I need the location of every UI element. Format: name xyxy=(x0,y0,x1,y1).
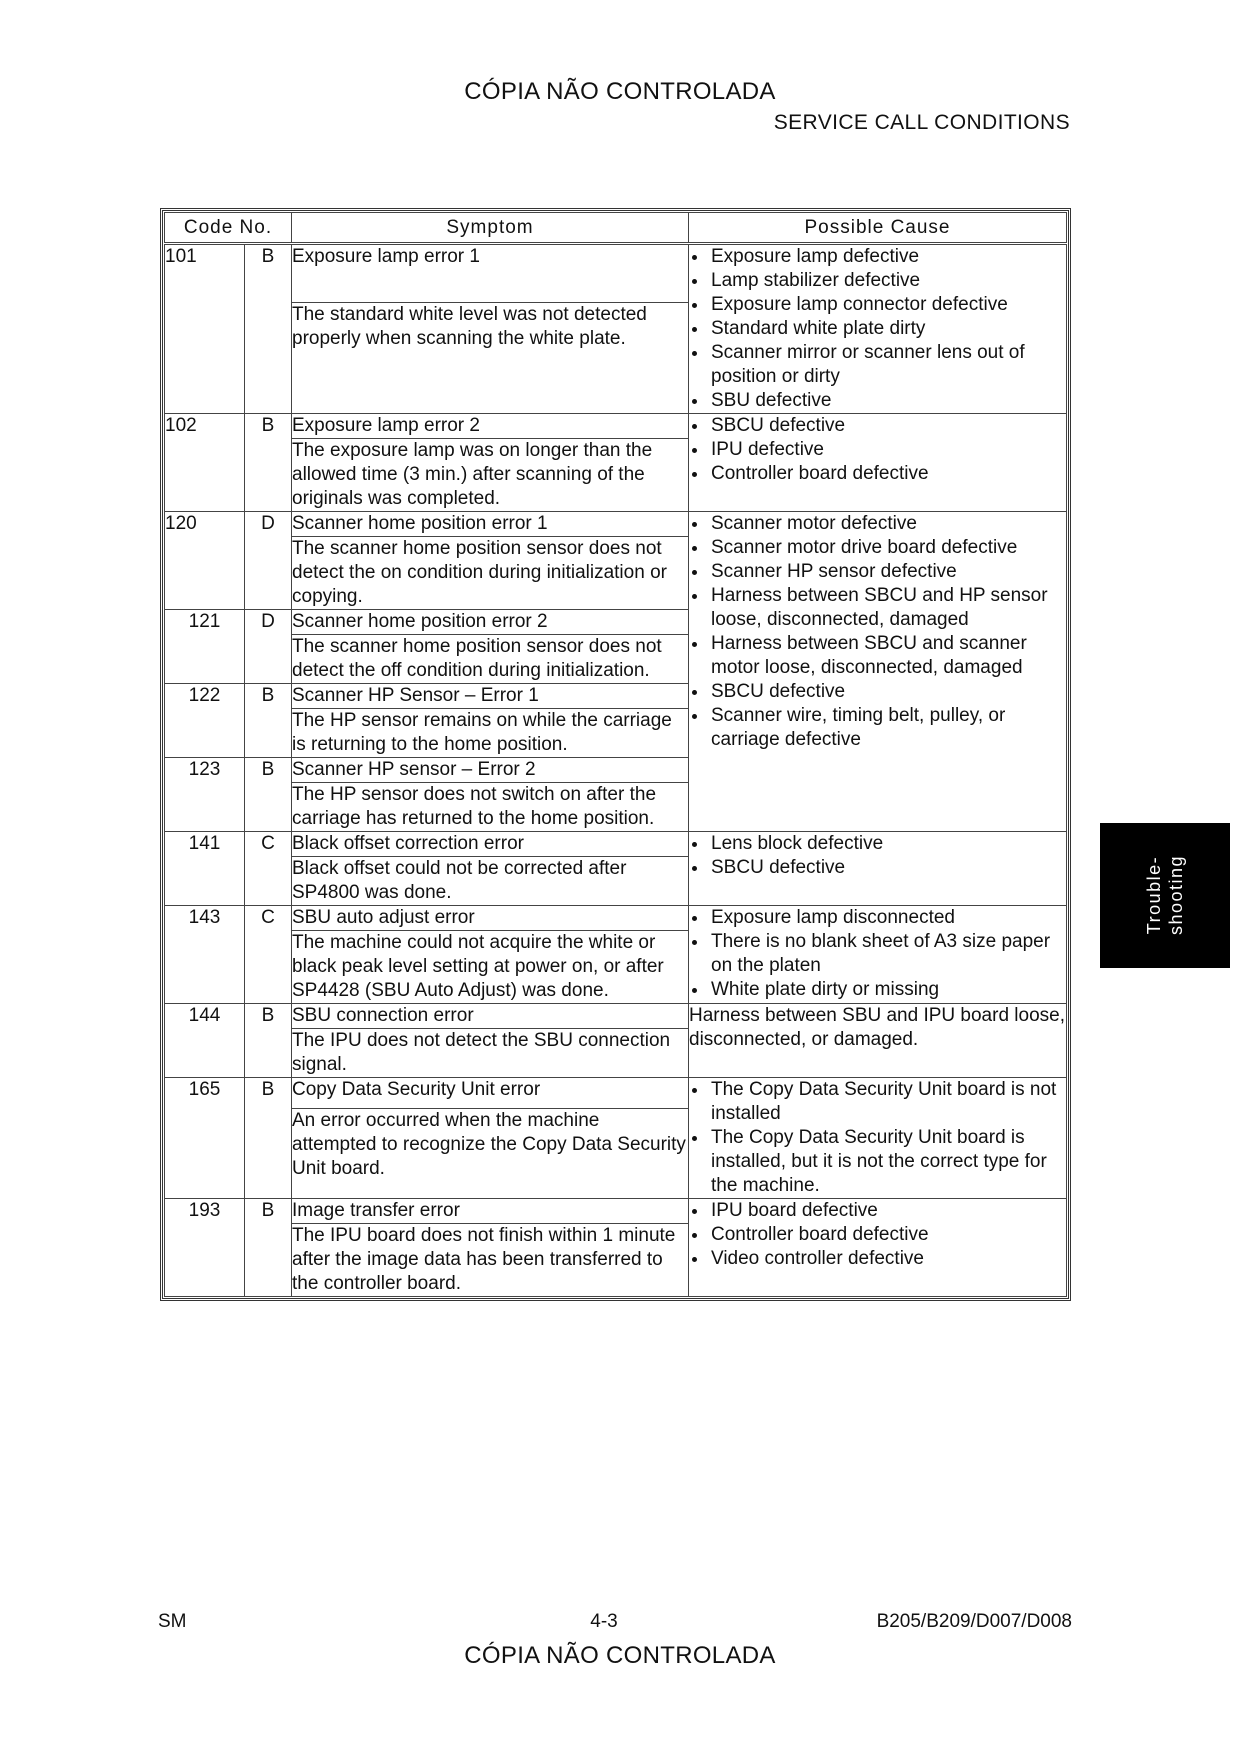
table-row xyxy=(165,244,1067,303)
cause-cell xyxy=(689,906,1067,1004)
footer-page-number: 4-3 xyxy=(590,1611,618,1632)
cause-item: There is no blank sheet of A3 size paper on the platen xyxy=(689,930,1066,978)
code-cell: 123 xyxy=(165,758,245,832)
symptom-title: Image transfer error xyxy=(292,1199,689,1224)
cause-item: Exposure lamp defective xyxy=(689,245,1066,269)
cause-item: Harness between SBCU and HP sensor loose, disconnected, damaged xyxy=(689,584,1066,632)
cause-item: SBU defective xyxy=(689,389,1066,413)
symptom-description: The HP sensor remains on while the carriage is returning to the home position. xyxy=(292,709,689,758)
code-cell: 102 xyxy=(165,414,245,512)
footer-manual-code: SM xyxy=(158,1611,187,1632)
level-cell: D xyxy=(245,610,292,684)
cause-item: SBCU defective xyxy=(689,680,1066,704)
cause-item: Exposure lamp disconnected xyxy=(689,906,1066,930)
code-cell: 193 xyxy=(165,1199,245,1297)
symptom-title: Scanner HP Sensor – Error 1 xyxy=(292,684,689,709)
cause-item: Scanner motor defective xyxy=(689,512,1066,536)
header-symptom: Symptom xyxy=(292,213,689,244)
code-cell: 165 xyxy=(165,1078,245,1199)
table-row xyxy=(165,414,1067,439)
level-cell: B xyxy=(245,414,292,512)
symptom-title: Exposure lamp error 1 xyxy=(292,244,689,303)
cause-cell xyxy=(689,1199,1067,1297)
cause-cell xyxy=(689,244,1067,414)
header-code: Code No. xyxy=(165,213,292,244)
table-header-row xyxy=(165,213,1067,244)
level-cell: B xyxy=(245,1199,292,1297)
level-cell: B xyxy=(245,758,292,832)
symptom-description: The exposure lamp was on longer than the allowed time (3 min.) after scanning of the originals was completed. xyxy=(292,439,689,512)
code-cell: 143 xyxy=(165,906,245,1004)
cause-list xyxy=(689,1078,1066,1198)
symptom-title: SBU connection error xyxy=(292,1004,689,1029)
symptom-title: Exposure lamp error 2 xyxy=(292,414,689,439)
symptom-description: The IPU board does not finish within 1 minute after the image data has been transferred to the controller board. xyxy=(292,1224,689,1297)
symptom-description: The standard white level was not detected properly when scanning the white plate. xyxy=(292,302,689,413)
code-cell: 122 xyxy=(165,684,245,758)
watermark-top: CÓPIA NÃO CONTROLADA xyxy=(464,78,776,105)
symptom-description: Black offset could not be corrected after SP4800 was done. xyxy=(292,857,689,906)
symptom-description: The scanner home position sensor does not detect the off condition during initialization. xyxy=(292,635,689,684)
symptom-description: An error occurred when the machine attempted to recognize the Copy Data Security Unit board. xyxy=(292,1108,689,1198)
cause-item: Lamp stabilizer defective xyxy=(689,269,1066,293)
table-row xyxy=(165,1078,1067,1109)
cause-item: The Copy Data Security Unit board is not installed xyxy=(689,1078,1066,1126)
level-cell: B xyxy=(245,684,292,758)
cause-item: Video controller defective xyxy=(689,1247,1066,1271)
table-row xyxy=(165,512,1067,537)
symptom-title: Copy Data Security Unit error xyxy=(292,1078,689,1109)
symptom-title: Scanner home position error 2 xyxy=(292,610,689,635)
symptom-description: The HP sensor does not switch on after the carriage has returned to the home position. xyxy=(292,783,689,832)
cause-list xyxy=(689,1199,1066,1271)
cause-item: Controller board defective xyxy=(689,462,1066,486)
cause-list xyxy=(689,906,1066,1002)
level-cell: B xyxy=(245,1004,292,1078)
cause-list xyxy=(689,832,1066,880)
cause-item: Controller board defective xyxy=(689,1223,1066,1247)
code-cell: 121 xyxy=(165,610,245,684)
watermark-bottom: CÓPIA NÃO CONTROLADA xyxy=(464,1642,776,1669)
table-row xyxy=(165,1004,1067,1029)
cause-item: Exposure lamp connector defective xyxy=(689,293,1066,317)
section-tab-line1: Trouble- xyxy=(1144,855,1164,935)
cause-item: Harness between SBCU and scanner motor loose, disconnected, damaged xyxy=(689,632,1066,680)
symptom-title: SBU auto adjust error xyxy=(292,906,689,931)
cause-item: IPU board defective xyxy=(689,1199,1066,1223)
level-cell: C xyxy=(245,832,292,906)
section-tab-line2: shooting xyxy=(1166,854,1186,936)
symptom-description: The IPU does not detect the SBU connection signal. xyxy=(292,1029,689,1078)
level-cell: D xyxy=(245,512,292,610)
cause-item: Scanner mirror or scanner lens out of position or dirty xyxy=(689,341,1066,389)
footer-model-codes: B205/B209/D007/D008 xyxy=(876,1611,1072,1632)
cause-list xyxy=(689,512,1066,752)
cause-item: Scanner motor drive board defective xyxy=(689,536,1066,560)
section-tab-label xyxy=(1143,855,1187,935)
symptom-title: Black offset correction error xyxy=(292,832,689,857)
symptom-description: The machine could not acquire the white or black peak level setting at power on, or after SP4428 (SBU Auto Adjust) was done. xyxy=(292,931,689,1004)
cause-item: Scanner wire, timing belt, pulley, or carriage defective xyxy=(689,704,1066,752)
cause-item: White plate dirty or missing xyxy=(689,978,1066,1002)
symptom-description: The scanner home position sensor does not detect the on condition during initialization or copying. xyxy=(292,537,689,610)
symptom-title: Scanner home position error 1 xyxy=(292,512,689,537)
cause-item: SBCU defective xyxy=(689,856,1066,880)
cause-item: SBCU defective xyxy=(689,414,1066,438)
cause-list xyxy=(689,245,1066,413)
section-tab xyxy=(1100,823,1230,968)
code-cell: 120 xyxy=(165,512,245,610)
level-cell: C xyxy=(245,906,292,1004)
cause-item: IPU defective xyxy=(689,438,1066,462)
level-cell: B xyxy=(245,1078,292,1199)
cause-item: Standard white plate dirty xyxy=(689,317,1066,341)
table-row xyxy=(165,1199,1067,1224)
cause-cell xyxy=(689,832,1067,906)
header-cause: Possible Cause xyxy=(689,213,1067,244)
table-row xyxy=(165,906,1067,931)
symptom-title: Scanner HP sensor – Error 2 xyxy=(292,758,689,783)
service-call-table xyxy=(160,208,1071,1301)
code-cell: 144 xyxy=(165,1004,245,1078)
table-row xyxy=(165,832,1067,857)
cause-cell xyxy=(689,512,1067,832)
cause-item: Lens block defective xyxy=(689,832,1066,856)
cause-item: Scanner HP sensor defective xyxy=(689,560,1066,584)
section-title: SERVICE CALL CONDITIONS xyxy=(773,111,1070,134)
cause-list xyxy=(689,414,1066,486)
level-cell: B xyxy=(245,244,292,414)
cause-cell xyxy=(689,1078,1067,1199)
cause-item: The Copy Data Security Unit board is installed, but it is not the correct type for the machine. xyxy=(689,1126,1066,1198)
code-cell: 101 xyxy=(165,244,245,414)
code-cell: 141 xyxy=(165,832,245,906)
cause-cell xyxy=(689,414,1067,512)
cause-cell: Harness between SBU and IPU board loose, disconnected, or damaged. xyxy=(689,1004,1067,1078)
